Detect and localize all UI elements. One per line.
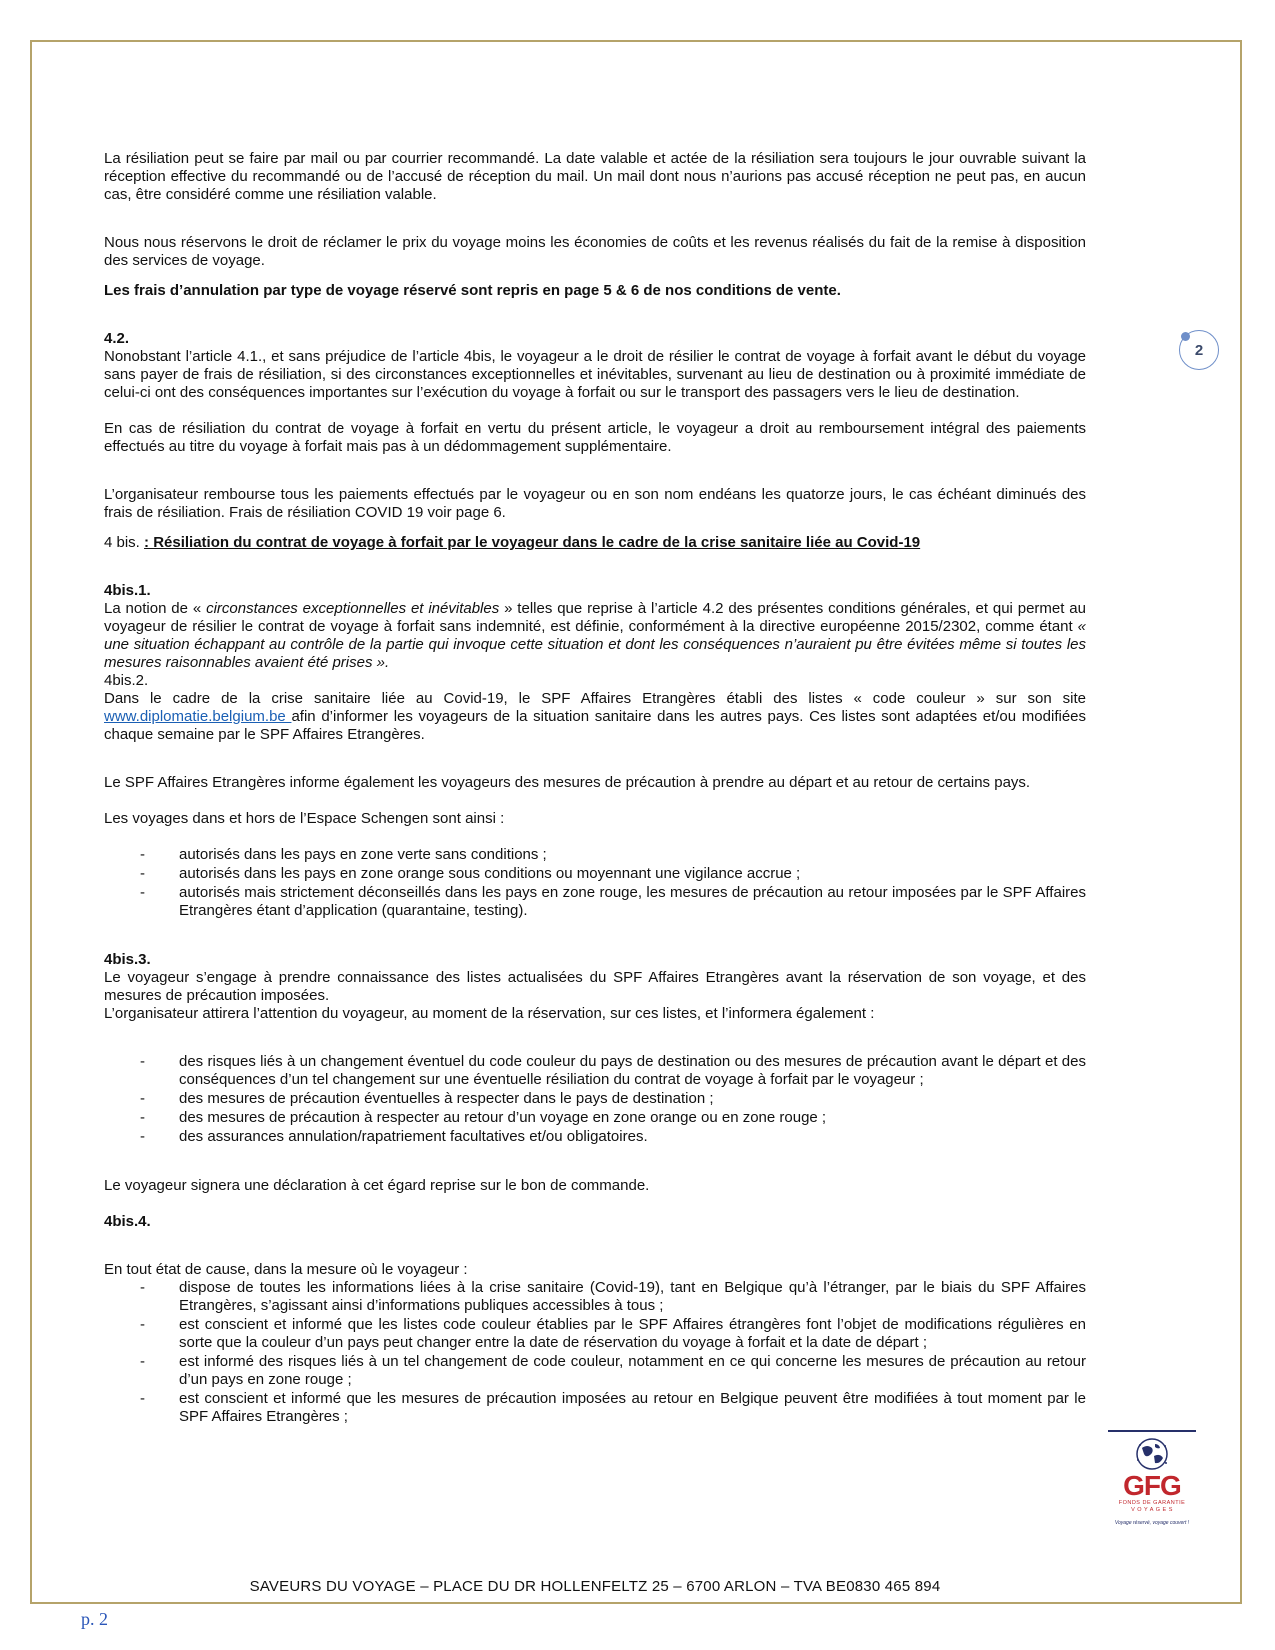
footer-company-info: SAVEURS DU VOYAGE – PLACE DU DR HOLLENFELTZ 25 – 6700 ARLON – TVA BE0830 465 894	[249, 1578, 941, 1595]
section-4bis3-paragraph-1: Le voyageur s’engage à prendre connaissance des listes actualisées du SPF Affaires Etrangères avant la réservation de son voyage, et des mesures de précaution imposées.	[104, 969, 1086, 1004]
list-item: - dispose de toutes les informations liées à la crise sanitaire (Covid-19), tant en Belgique qu’à l’étranger, par le biais du SPF Affaires Etrangères, s’agissant ainsi d’informations publiques accessibles à tous ;	[140, 1279, 1086, 1314]
section-4bis-prefix: 4 bis.	[104, 534, 145, 551]
section-4bis-heading	[104, 534, 1086, 552]
document-body	[104, 150, 1086, 1427]
section-4bis2-title: 4bis.2.	[104, 672, 149, 689]
list-conditions	[104, 1279, 1086, 1426]
list-item: - des mesures de précaution à respecter au retour d’un voyage en zone orange ou en zone rouge ;	[140, 1109, 827, 1126]
section-4-2-title: 4.2.	[104, 330, 130, 347]
section-4bis1-title: 4bis.1.	[104, 582, 151, 599]
list-informations	[104, 1053, 1086, 1146]
paragraph-frais-annulation: Les frais d’annulation par type de voyage réservé sont repris en page 5 & 6 de nos conditions de vente.	[104, 282, 841, 299]
section-4bis3-paragraph-3: Le voyageur signera une déclaration à cet égard reprise sur le bon de commande.	[104, 1177, 650, 1194]
list-zones	[104, 846, 1086, 920]
list-item: - est conscient et informé que les listes code couleur établies par le SPF Affaires étrangères font l’objet de modifications régulières en sorte que la couleur d’un pays peut changer entre la date de réservation du voyage à forfait et la date de départ ;	[140, 1316, 1086, 1351]
gfg-logo: GFG FONDS DE GARANTIE V O Y A G E S Voyage réservé, voyage couvert !	[1108, 1430, 1196, 1550]
badge-number: 2	[1194, 341, 1204, 359]
list-item: - des assurances annulation/rapatriement facultatives et/ou obligatoires.	[140, 1128, 648, 1145]
list-item: - des mesures de précaution éventuelles à respecter dans le pays de destination ;	[140, 1090, 714, 1107]
section-4bis2-paragraph-3: Les voyages dans et hors de l’Espace Schengen sont ainsi :	[104, 810, 505, 827]
page-number-badge	[1179, 330, 1219, 370]
list-item: - des risques liés à un changement éventuel du code couleur du pays de destination ou des mesures de précaution avant le départ et des conséquences d’un tel changement sur une éventuelle résiliation du contrat de voyage à forfait par le voyageur ;	[140, 1053, 1086, 1088]
paragraph-reclamation: Nous nous réservons le droit de réclamer le prix du voyage moins les économies de coûts et les revenus réalisés du fait de la remise à disposition des services de voyage.	[104, 234, 1086, 269]
list-item: - autorisés dans les pays en zone verte sans conditions ;	[140, 846, 547, 863]
section-4bis4-title: 4bis.4.	[104, 1213, 151, 1230]
section-4-2-paragraph-2: En cas de résiliation du contrat de voyage à forfait en vertu du présent article, le voyageur a droit au remboursement intégral des paiements effectués au titre du voyage à forfait mais pas à un dédommagement supplémentaire.	[104, 420, 1086, 455]
section-4bis4-paragraph-1: En tout état de cause, dans la mesure où le voyageur :	[104, 1261, 468, 1278]
section-4bis3-paragraph-2: L’organisateur attirera l’attention du voyageur, au moment de la réservation, sur ces listes, et l’informera également :	[104, 1005, 875, 1022]
section-4bis1-paragraph: La notion de « circonstances exceptionnelles et inévitables » telles que reprise à l’article 4.2 des présentes conditions générales, et qui permet au voyageur de résilier le contrat de voyage à forfait sans indemnité, est définie, conformément à la directive européenne 2015/2302, comme étant « une situation échappant au contrôle de la partie qui invoque cette situation et dont les conséquences n’auraient pu être évitées même si toutes les mesures raisonnables avaient été prises ».	[104, 600, 1086, 671]
section-4bis-title: : Résiliation du contrat de voyage à forfait par le voyageur dans le cadre de la crise sanitaire liée au Covid-19	[144, 534, 921, 551]
paragraph-resiliation: La résiliation peut se faire par mail ou par courrier recommandé. La date valable et actée de la résiliation sera toujours le jour ouvrable suivant la réception effective du recommandé ou de l’accusé de réception du mail. Un mail dont nous n’aurions pas accusé réception ne peut pas, en aucun cas, être considéré comme une résiliation valable.	[104, 150, 1086, 203]
page-number-label: p. 2	[81, 1609, 108, 1629]
badge-dot-icon	[1181, 332, 1190, 341]
list-item: - est informé des risques liés à un tel changement de code couleur, notamment en ce qui concerne les mesures de précaution au retour d’un pays en zone rouge ;	[140, 1353, 1086, 1388]
diplomatie-link[interactable]: www.diplomatie.belgium.be	[104, 708, 292, 725]
section-4-2-paragraph-3: L’organisateur rembourse tous les paiements effectués par le voyageur ou en son nom endéans les quatorze jours, le cas échéant diminués des frais de résiliation. Frais de résiliation COVID 19 voir page 6.	[104, 486, 1086, 521]
section-4bis3-title: 4bis.3.	[104, 951, 151, 968]
section-4bis2-paragraph-2: Le SPF Affaires Etrangères informe également les voyageurs des mesures de précaution à prendre au départ et au retour de certains pays.	[104, 774, 1031, 791]
globe-icon	[1132, 1436, 1172, 1472]
list-item: - autorisés dans les pays en zone orange sous conditions ou moyennant une vigilance accrue ;	[140, 865, 801, 882]
section-4bis2-paragraph-1: Dans le cadre de la crise sanitaire liée au Covid-19, le SPF Affaires Etrangères établi des listes « code couleur » sur son site www.diplomatie.belgium.be afin d’informer les voyageurs de la situation sanitaire dans les autres pays. Ces listes sont adaptées et/ou modifiées chaque semaine par le SPF Affaires Etrangères.	[104, 690, 1086, 743]
section-4-2-paragraph-1: Nonobstant l’article 4.1., et sans préjudice de l’article 4bis, le voyageur a le droit de résilier le contrat de voyage à forfait avant le début du voyage sans payer de frais de résiliation, si des circonstances exceptionnelles et inévitables, survenant au lieu de destination ou à proximité immédiate de celui-ci ont des conséquences importantes sur l’exécution du voyage à forfait ou sur le transport des passagers vers le lieu de destination.	[104, 348, 1086, 401]
list-item: - autorisés mais strictement déconseillés dans les pays en zone rouge, les mesures de précaution au retour imposées par le SPF Affaires Etrangères étant d’application (quarantaine, testing).	[140, 884, 1086, 919]
list-item: - est conscient et informé que les mesures de précaution imposées au retour en Belgique peuvent être modifiées à tout moment par le SPF Affaires Etrangères ;	[140, 1390, 1086, 1425]
